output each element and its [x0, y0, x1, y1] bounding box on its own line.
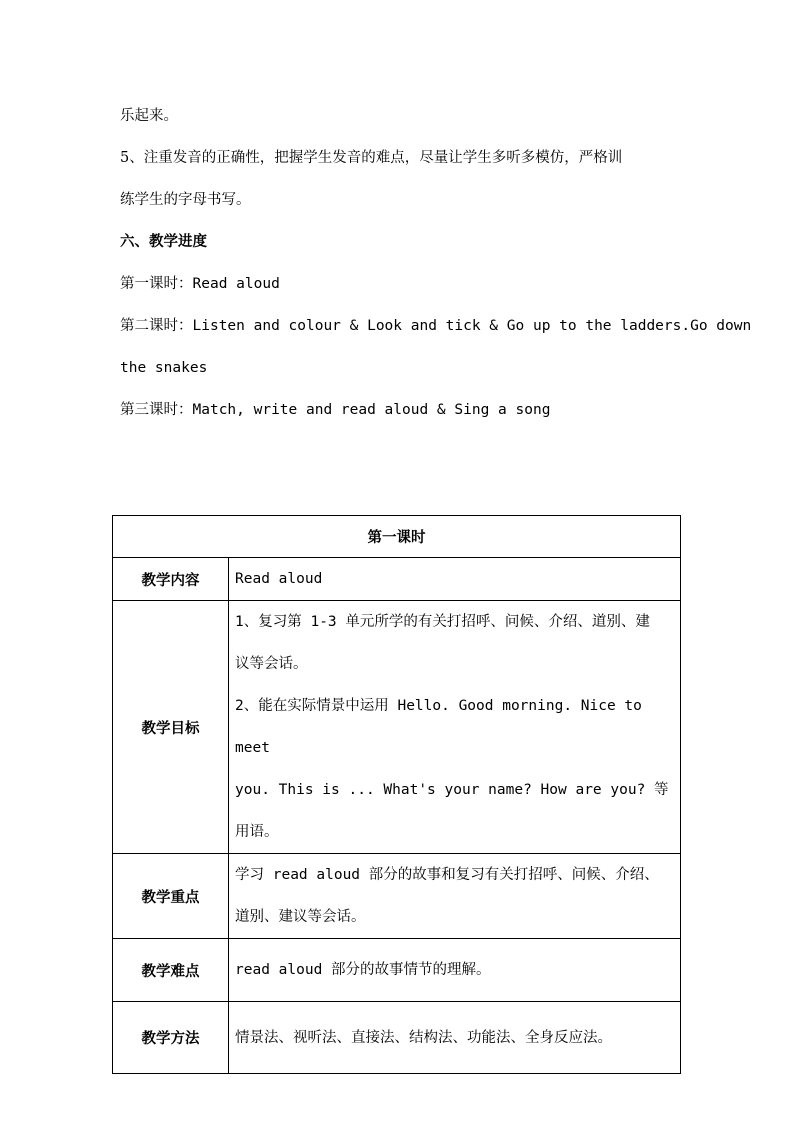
table-row	[113, 1002, 681, 1074]
section-heading: 六、教学进度	[120, 233, 207, 250]
table-row	[113, 939, 681, 1002]
table-title: 第一课时	[113, 516, 681, 558]
paragraph-line: 乐起来。	[120, 108, 178, 124]
paragraph-line: 练学生的字母书写。	[120, 192, 251, 208]
cell-line: you. This is ... What's your name? How are you? 等用语。	[235, 782, 669, 840]
schedule-lesson-1: 第一课时：Read aloud	[120, 276, 280, 292]
row-label-content: 教学内容	[113, 558, 229, 601]
cell-line: 1、复习第 1-3 单元所学的有关打招呼、问候、介绍、道别、建	[235, 614, 650, 630]
row-value-methods	[229, 1002, 681, 1074]
row-label-methods: 教学方法	[113, 1002, 229, 1074]
row-label-objectives: 教学目标	[113, 601, 229, 854]
row-value-difficulties	[229, 939, 681, 1002]
table-row	[113, 601, 681, 854]
cell-line: 道别、建议等会话。	[235, 909, 366, 925]
row-value-objectives	[229, 601, 681, 854]
row-value-key-points	[229, 854, 681, 939]
schedule-lesson-3: 第三课时：Match, write and read aloud & Sing a song	[120, 402, 551, 418]
table-row	[113, 854, 681, 939]
schedule-lesson-2-continued: the snakes	[120, 360, 208, 376]
row-label-difficulties: 教学难点	[113, 939, 229, 1002]
table-row	[113, 558, 681, 601]
row-value-content	[229, 558, 681, 601]
schedule-lesson-2: 第二课时：Listen and colour & Look and tick & Go up to the ladders.Go down	[120, 318, 752, 334]
cell-line: read aloud 部分的故事情节的理解。	[235, 962, 491, 978]
cell-line: Read aloud	[235, 571, 323, 587]
row-label-key-points: 教学重点	[113, 854, 229, 939]
cell-line: 学习 read aloud 部分的故事和复习有关打招呼、问候、介绍、	[235, 867, 659, 883]
cell-line: 情景法、视听法、直接法、结构法、功能法、全身反应法。	[235, 1029, 612, 1046]
table-title-row	[113, 516, 681, 558]
paragraph-line: 5、注重发音的正确性，把握学生发音的难点，尽量让学生多听多模仿，严格训	[120, 150, 623, 166]
lesson-plan-table	[112, 515, 681, 1074]
cell-line: 议等会话。	[235, 656, 308, 672]
cell-line: 2、能在实际情景中运用 Hello. Good morning. Nice to meet	[235, 698, 642, 756]
